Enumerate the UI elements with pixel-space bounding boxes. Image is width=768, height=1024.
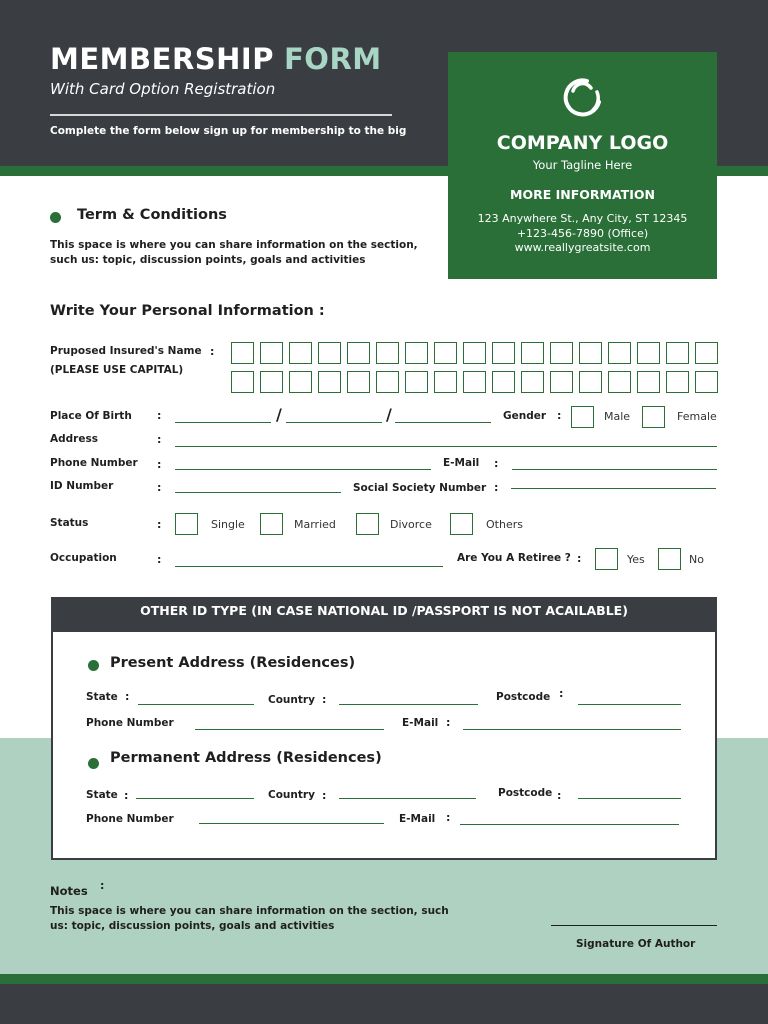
- permanent-email-label: E-Mail: [399, 813, 436, 825]
- birth-field-2[interactable]: [286, 422, 382, 423]
- letter-box[interactable]: [260, 342, 283, 364]
- present-email-label: E-Mail: [402, 717, 439, 729]
- terms-heading: Term & Conditions: [77, 207, 227, 223]
- permanent-postcode-label: Postcode: [498, 787, 553, 799]
- permanent-country-label: Country: [268, 789, 315, 801]
- birth-colon: :: [157, 409, 162, 422]
- permanent-state-colon: :: [124, 789, 129, 802]
- letter-box[interactable]: [695, 371, 718, 393]
- company-tagline: Your Tagline Here: [532, 158, 633, 172]
- notes-colon: :: [100, 879, 105, 892]
- letter-box[interactable]: [637, 371, 660, 393]
- address-colon: :: [157, 433, 162, 446]
- status-divorce-label: Divorce: [390, 518, 432, 531]
- present-address-heading: Present Address (Residences): [110, 655, 356, 671]
- present-phone-label: Phone Number: [86, 717, 174, 729]
- terms-text: This space is where you can share information on the section, such us: topic, discussion points, goals and activities: [50, 239, 418, 266]
- gender-male-checkbox[interactable]: [571, 406, 594, 428]
- more-information-heading: MORE INFORMATION: [510, 187, 655, 202]
- permanent-phone-label: Phone Number: [86, 813, 174, 825]
- gender-label: Gender: [503, 410, 547, 422]
- address-label: Address: [50, 433, 98, 445]
- retiree-no-checkbox[interactable]: [658, 548, 681, 570]
- letter-box[interactable]: [637, 342, 660, 364]
- retiree-yes-label: Yes: [627, 553, 645, 566]
- company-address: 123 Anywhere St., Any City, ST 12345: [477, 212, 688, 225]
- status-others-label: Others: [486, 518, 523, 531]
- company-website[interactable]: www.reallygreatsite.com: [514, 241, 651, 254]
- birth-slash-1: /: [276, 405, 282, 424]
- other-id-heading: OTHER ID TYPE (IN CASE NATIONAL ID /PASSPORT IS NOT ACAILABLE): [51, 597, 717, 632]
- notes-label: Notes: [50, 884, 88, 898]
- name-grid-row-2: [231, 371, 718, 393]
- permanent-postcode-field[interactable]: [578, 798, 681, 799]
- status-single-checkbox[interactable]: [175, 513, 198, 535]
- letter-box[interactable]: [521, 342, 544, 364]
- present-country-label: Country: [268, 694, 315, 706]
- gender-female-checkbox[interactable]: [642, 406, 665, 428]
- letter-box[interactable]: [463, 342, 486, 364]
- header-description: Complete the form below sign up for membership to the big: [50, 125, 407, 137]
- name-colon: :: [210, 345, 215, 358]
- letter-box[interactable]: [579, 342, 602, 364]
- letter-box[interactable]: [318, 371, 341, 393]
- status-single-label: Single: [211, 518, 245, 531]
- status-label: Status: [50, 517, 89, 529]
- email-field[interactable]: [512, 469, 717, 470]
- permanent-phone-field[interactable]: [199, 823, 384, 824]
- letter-box[interactable]: [289, 371, 312, 393]
- letter-box[interactable]: [492, 342, 515, 364]
- name-label: Pruposed Insured's Name: [50, 345, 202, 357]
- birth-field-3[interactable]: [395, 422, 491, 423]
- status-colon: :: [157, 518, 162, 531]
- status-divorce-checkbox[interactable]: [356, 513, 379, 535]
- letter-box[interactable]: [231, 371, 254, 393]
- letter-box[interactable]: [550, 371, 573, 393]
- terms-bullet: [50, 212, 61, 223]
- notes-text: This space is where you can share information on the section, such us: topic, discussion points, goals and activities: [50, 905, 449, 932]
- permanent-bullet: [88, 758, 99, 769]
- retiree-label: Are You A Retiree ?: [457, 552, 571, 564]
- address-field[interactable]: [175, 446, 717, 447]
- permanent-address-heading: Permanent Address (Residences): [110, 750, 382, 766]
- letter-box[interactable]: [318, 342, 341, 364]
- letter-box[interactable]: [608, 342, 631, 364]
- company-name: COMPANY LOGO: [496, 132, 669, 154]
- personal-info-heading: Write Your Personal Information :: [50, 303, 325, 319]
- permanent-email-colon: :: [446, 811, 451, 824]
- present-postcode-label: Postcode: [496, 691, 551, 703]
- email-colon: :: [494, 457, 499, 470]
- ring-logo-icon: [559, 76, 605, 120]
- present-country-field[interactable]: [339, 704, 478, 705]
- letter-box[interactable]: [376, 371, 399, 393]
- title-main: MEMBERSHIP: [50, 42, 274, 76]
- email-label: E-Mail: [443, 457, 480, 469]
- letter-box[interactable]: [434, 371, 457, 393]
- permanent-country-colon: :: [322, 789, 327, 802]
- gender-female-label: Female: [677, 410, 717, 423]
- signature-label: Signature Of Author: [576, 938, 696, 950]
- present-bullet: [88, 660, 99, 671]
- letter-box[interactable]: [666, 342, 689, 364]
- header-divider: [50, 114, 392, 116]
- present-state-field[interactable]: [138, 704, 254, 705]
- retiree-colon: :: [577, 552, 582, 565]
- present-email-field[interactable]: [463, 729, 681, 730]
- phone-colon: :: [157, 458, 162, 471]
- present-email-colon: :: [446, 716, 451, 729]
- letter-box[interactable]: [347, 371, 370, 393]
- occupation-label: Occupation: [50, 552, 117, 564]
- letter-box[interactable]: [608, 371, 631, 393]
- letter-box[interactable]: [579, 371, 602, 393]
- present-phone-field[interactable]: [195, 729, 384, 730]
- present-state-colon: :: [125, 690, 130, 703]
- permanent-postcode-colon: :: [557, 789, 562, 802]
- letter-box[interactable]: [695, 342, 718, 364]
- form-title: [50, 42, 382, 76]
- footer-stripe: [0, 974, 768, 984]
- letter-box[interactable]: [434, 342, 457, 364]
- form-subtitle: With Card Option Registration: [50, 80, 276, 98]
- occupation-field[interactable]: [175, 566, 443, 567]
- letter-box[interactable]: [521, 371, 544, 393]
- birth-field-1[interactable]: [175, 422, 271, 423]
- letter-box[interactable]: [405, 342, 428, 364]
- birth-slash-2: /: [386, 405, 392, 424]
- id-colon: :: [157, 481, 162, 494]
- status-married-checkbox[interactable]: [260, 513, 283, 535]
- id-label: ID Number: [50, 480, 114, 492]
- present-state-label: State: [86, 691, 118, 703]
- letter-box[interactable]: [347, 342, 370, 364]
- company-contact: [448, 212, 717, 256]
- permanent-country-field[interactable]: [339, 798, 476, 799]
- occupation-colon: :: [157, 553, 162, 566]
- retiree-no-label: No: [689, 553, 704, 566]
- gender-colon: :: [557, 409, 562, 422]
- permanent-state-field[interactable]: [136, 798, 254, 799]
- permanent-email-field[interactable]: [460, 824, 679, 825]
- letter-box[interactable]: [231, 342, 254, 364]
- letter-box[interactable]: [492, 371, 515, 393]
- phone-label: Phone Number: [50, 457, 138, 469]
- letter-box[interactable]: [260, 371, 283, 393]
- present-country-colon: :: [322, 693, 327, 706]
- social-colon: :: [494, 481, 499, 494]
- status-married-label: Married: [294, 518, 336, 531]
- birth-label: Place Of Birth: [50, 410, 132, 422]
- letter-box[interactable]: [463, 371, 486, 393]
- status-others-checkbox[interactable]: [450, 513, 473, 535]
- id-field[interactable]: [175, 492, 341, 493]
- present-postcode-field[interactable]: [578, 704, 681, 705]
- social-label: Social Society Number: [353, 482, 487, 494]
- letter-box[interactable]: [550, 342, 573, 364]
- retiree-yes-checkbox[interactable]: [595, 548, 618, 570]
- permanent-state-label: State: [86, 789, 118, 801]
- signature-line[interactable]: [551, 925, 717, 926]
- title-accent: FORM: [283, 42, 382, 76]
- social-field[interactable]: [511, 488, 716, 489]
- footer-background: [0, 984, 768, 1024]
- company-phone: +123-456-7890 (Office): [516, 226, 649, 240]
- letter-box[interactable]: [405, 371, 428, 393]
- letter-box[interactable]: [289, 342, 312, 364]
- gender-male-label: Male: [604, 410, 631, 423]
- company-info-box: [448, 52, 717, 279]
- name-hint: (PLEASE USE CAPITAL): [50, 364, 184, 376]
- letter-box[interactable]: [376, 342, 399, 364]
- present-postcode-colon: :: [559, 687, 564, 700]
- letter-box[interactable]: [666, 371, 689, 393]
- phone-field[interactable]: [175, 469, 431, 470]
- name-grid-row-1: [231, 342, 718, 364]
